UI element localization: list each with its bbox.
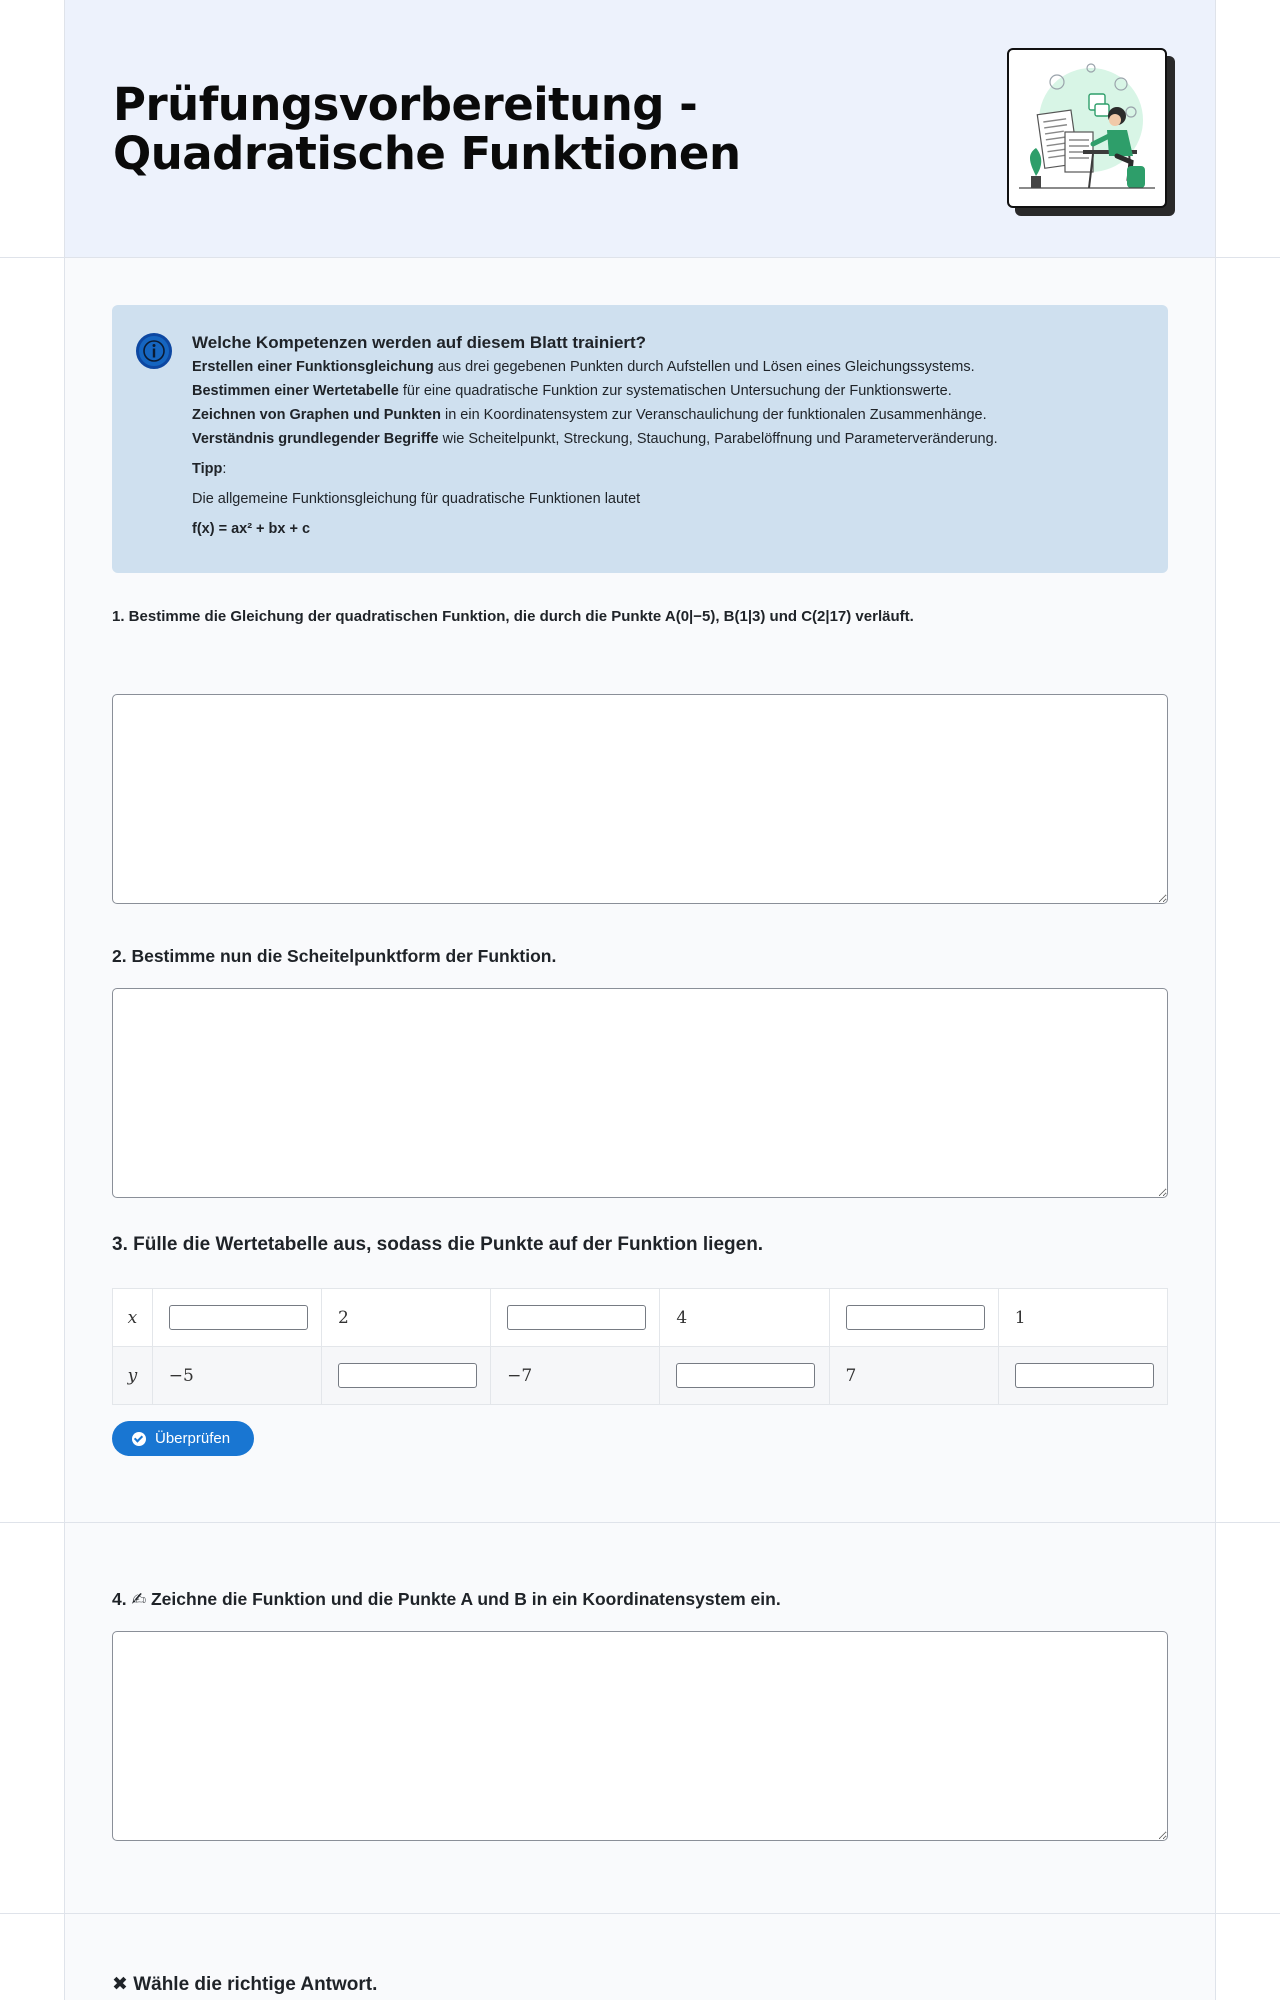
worksheet-content bbox=[65, 258, 1215, 2000]
competency-item: Bestimmen einer Wertetabelle für eine quadratische Funktion zur systematischen Untersuchung der Funktionswerte. bbox=[192, 383, 952, 399]
page-title bbox=[113, 80, 741, 178]
check-button-label: Überprüfen bbox=[155, 1430, 231, 1447]
section-divider bbox=[0, 1522, 1280, 1523]
info-icon bbox=[136, 333, 172, 369]
title-line-2: Quadratische Funktionen bbox=[113, 127, 741, 180]
value-table bbox=[112, 1288, 1168, 1405]
x-input-2[interactable] bbox=[507, 1305, 646, 1330]
competency-info-box bbox=[112, 305, 1168, 573]
title-line-1: Prüfungsvorbereitung - bbox=[113, 78, 698, 131]
x-input-1[interactable] bbox=[169, 1305, 308, 1330]
y-input-2[interactable] bbox=[676, 1363, 815, 1388]
check-circle-icon bbox=[132, 1432, 146, 1446]
x-input-3[interactable] bbox=[846, 1305, 985, 1330]
question-1: 1. Bestimme die Gleichung der quadratischen Funktion, die durch die Punkte A(0|−5), B(1|3) und C(2|17) verläuft. bbox=[112, 608, 914, 625]
x-value: 4 bbox=[660, 1289, 829, 1347]
competency-item: Erstellen einer Funktionsgleichung aus drei gegebenen Punkten durch Aufstellen und Lösen eines Gleichungssystems. bbox=[192, 359, 975, 375]
section-divider bbox=[0, 1913, 1280, 1914]
page-header bbox=[65, 0, 1215, 257]
tip-label: Tipp: bbox=[192, 461, 227, 477]
hero-illustration bbox=[1007, 48, 1167, 208]
x-label: x bbox=[113, 1289, 153, 1347]
question-2: 2. Bestimme nun die Scheitelpunktform der Funktion. bbox=[112, 946, 557, 966]
competency-item: Verständnis grundlegender Begriffe wie Scheitelpunkt, Streckung, Stauchung, Parabelöffnung und Parameterveränderung. bbox=[192, 431, 998, 447]
info-content bbox=[192, 331, 1152, 541]
info-heading: Welche Kompetenzen werden auf diesem Blatt trainiert? bbox=[192, 333, 647, 352]
column-guide-right bbox=[1215, 0, 1216, 2000]
question-3: 3. Fülle die Wertetabelle aus, sodass die Punkte auf der Funktion liegen. bbox=[112, 1234, 764, 1255]
y-value: 7 bbox=[829, 1347, 998, 1405]
check-button[interactable] bbox=[112, 1421, 254, 1456]
tip-text: Die allgemeine Funktionsgleichung für quadratische Funktionen lautet bbox=[192, 491, 641, 507]
answer-field-4[interactable] bbox=[112, 1631, 1168, 1841]
student-studying-icon bbox=[1009, 50, 1165, 206]
table-row-x bbox=[113, 1289, 1168, 1347]
competency-item: Zeichnen von Graphen und Punkten in ein Koordinatensystem zur Veranschaulichung der funktionalen Zusammenhänge. bbox=[192, 407, 987, 423]
y-value: −5 bbox=[152, 1347, 321, 1405]
y-input-3[interactable] bbox=[1015, 1363, 1154, 1388]
y-label: y bbox=[113, 1347, 153, 1405]
formula: f(x) = ax² + bx + c bbox=[192, 521, 311, 537]
y-input-1[interactable] bbox=[338, 1363, 477, 1388]
answer-field-1[interactable] bbox=[112, 694, 1168, 904]
table-row-y bbox=[113, 1347, 1168, 1405]
question-5: ✖ Wähle die richtige Antwort. bbox=[112, 1974, 378, 1995]
answer-field-2[interactable] bbox=[112, 988, 1168, 1198]
x-value: 1 bbox=[998, 1289, 1167, 1347]
question-4: 4. ✍ Zeichne die Funktion und die Punkte A und B in ein Koordinatensystem ein. bbox=[112, 1589, 781, 1609]
x-value: 2 bbox=[321, 1289, 490, 1347]
y-value: −7 bbox=[491, 1347, 660, 1405]
